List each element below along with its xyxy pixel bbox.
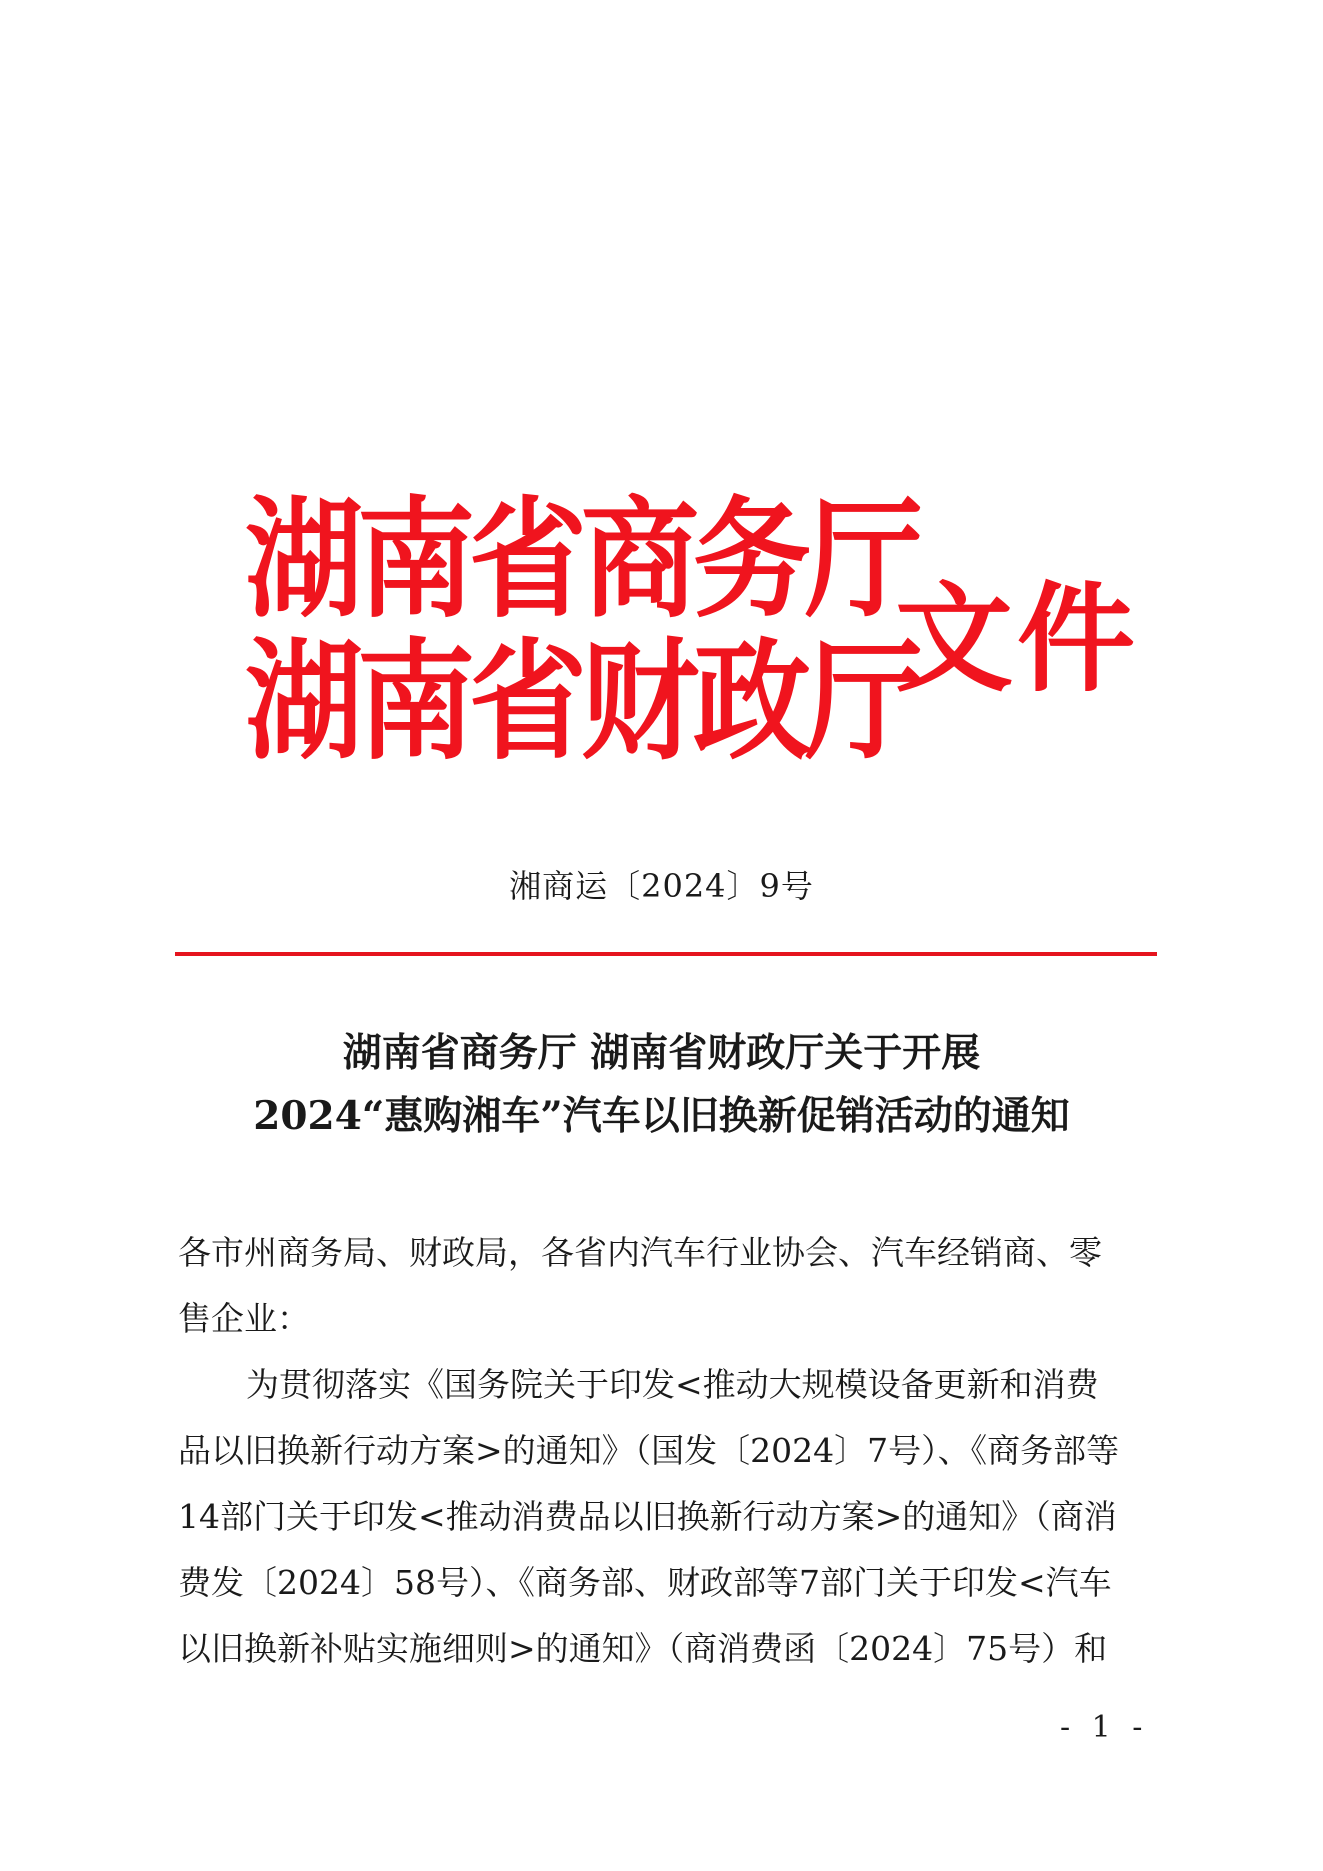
body-line: 以旧换新补贴实施细则>的通知》（商消费函〔2024〕75号）和 [178,1629,1108,1668]
red-separator-line [175,952,1157,956]
body-line-addressee-end: 售企业： [178,1299,310,1338]
page-number: - 1 - [1060,1710,1149,1745]
issuer-commerce-dept: 湖南省商务厅 [245,483,918,636]
title-line-2: 2024“惠购湘车”汽车以旧换新促销活动的通知 [253,1093,1070,1139]
issuer-header [245,483,1140,778]
body-line-addressee: 各市州商务局、财政局，各省内汽车行业协会、汽车经销商、零 [178,1233,1102,1272]
body-line: 14部门关于印发<推动消费品以旧换新行动方案>的通知》（商消 [178,1497,1117,1536]
body-line: 费发〔2024〕58号）、《商务部、财政部等7部门关于印发<汽车 [178,1563,1112,1602]
title-line-1: 湖南省商务厅 湖南省财政厅关于开展 [342,1030,981,1076]
body-line: 品以旧换新行动方案>的通知》（国发〔2024〕7号）、《商务部等 [178,1431,1120,1470]
document-title [0,1022,1323,1148]
document-label: 文件 [895,570,1140,708]
document-number: 湘商运〔2024〕9号 [509,867,814,905]
body-line-paragraph-start: 为贯彻落实《国务院关于印发<推动大规模设备更新和消费 [246,1365,1099,1404]
document-body [178,1220,1158,1682]
issuer-finance-dept: 湖南省财政厅 [245,625,918,778]
